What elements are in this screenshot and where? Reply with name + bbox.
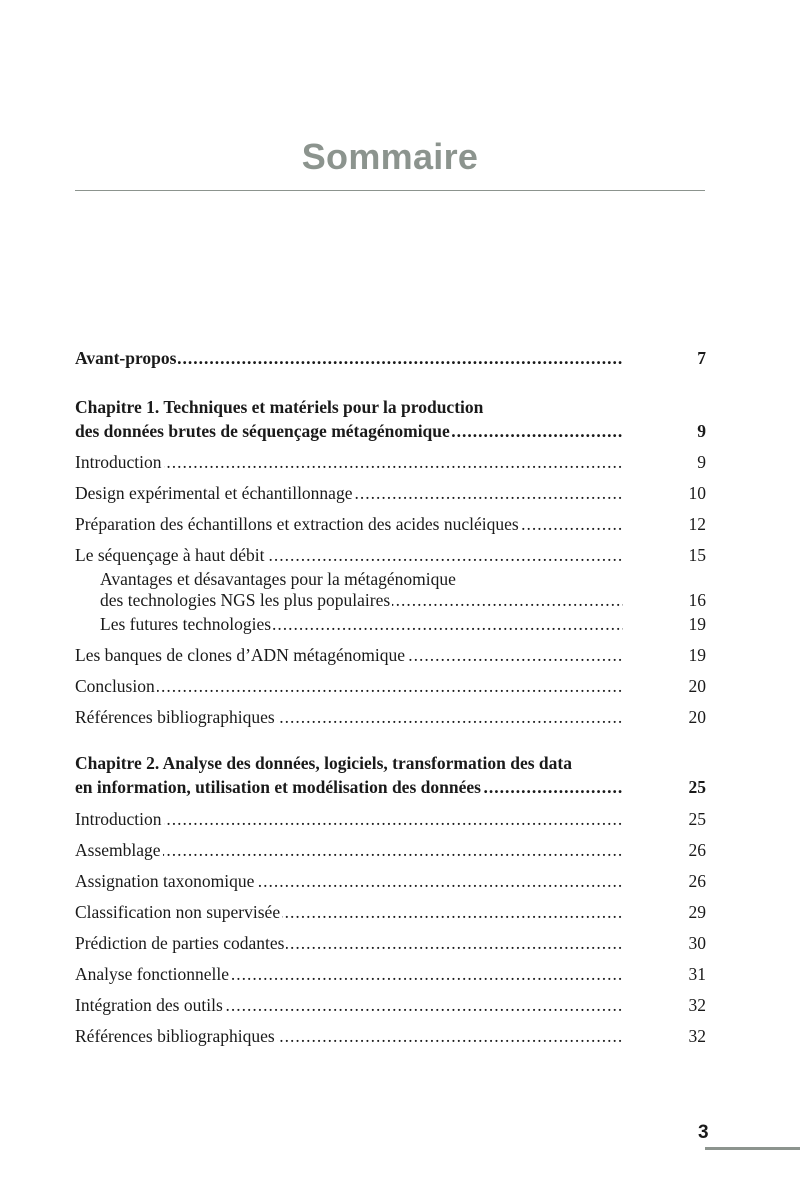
toc-entry-label: Références bibliographiques (75, 707, 275, 727)
toc-entry-label: Design expérimental et échantillonnage (75, 483, 353, 503)
toc-entry-label: Prédiction de parties codantes (75, 933, 285, 953)
toc-entry-page: 15 (688, 545, 706, 565)
toc-entry-page: 12 (688, 514, 706, 534)
toc-entry-label: Analyse fonctionnelle (75, 964, 230, 984)
toc-entry[interactable] (75, 643, 706, 667)
toc-entry[interactable] (75, 962, 706, 986)
toc-chapter-1-line1: Chapitre 1. Techniques et matériels pour la production (75, 397, 484, 417)
toc-chapter-2-heading[interactable] (75, 751, 706, 775)
toc-entry-page: 10 (688, 483, 706, 503)
toc-entry-label: Classification non supervisée (75, 902, 281, 922)
toc-entry-avant-propos[interactable] (75, 346, 706, 370)
page-number: 3 (698, 1122, 709, 1143)
toc-chapter-1-heading[interactable] (75, 395, 706, 419)
toc-entry-label: Avantages et désavantages pour la métagénomique (100, 569, 456, 589)
toc-chapter-2-line2: en information, utilisation et modélisation des données (75, 777, 481, 797)
toc-entry-label: Les banques de clones d’ADN métagénomique (75, 645, 405, 665)
toc-entry-page: 19 (688, 645, 706, 665)
toc-entry-label: Assemblage (75, 840, 161, 860)
page-title: Sommaire (301, 136, 479, 177)
toc-chapter-1-line2: des données brutes de séquençage métagénomique (75, 421, 450, 441)
toc-entry-label: Les futures technologies (100, 614, 272, 634)
toc-entry-label: Préparation des échantillons et extraction des acides nucléiques (75, 514, 519, 534)
toc-entry-page: 32 (688, 995, 706, 1015)
toc-entry-label: Avant-propos (75, 348, 177, 368)
toc-entry-page: 16 (688, 590, 706, 610)
toc-entry[interactable] (75, 807, 706, 831)
toc-entry[interactable] (75, 900, 706, 924)
footer-divider (705, 1147, 800, 1150)
toc-entry-page: 29 (688, 902, 706, 922)
toc-entry[interactable] (75, 869, 706, 893)
toc-entry-page: 7 (697, 348, 706, 368)
toc-entry-page: 26 (688, 871, 706, 891)
toc-entry-label: Références bibliographiques (75, 1026, 275, 1046)
toc-entry-page: 20 (688, 676, 706, 696)
toc-entry-page: 30 (688, 933, 706, 953)
toc-chapter-2-page: 25 (688, 777, 706, 797)
toc-entry[interactable] (75, 705, 706, 729)
toc-entry-label: Intégration des outils (75, 995, 223, 1015)
toc-entry-label: Conclusion (75, 676, 155, 696)
toc-entry[interactable] (75, 674, 706, 698)
toc-entry[interactable] (75, 481, 706, 505)
toc-entry-label: Introduction (75, 809, 162, 829)
toc-entry-page: 32 (688, 1026, 706, 1046)
toc-entry[interactable] (75, 543, 706, 567)
toc-entry-page: 9 (697, 452, 706, 472)
toc-entry[interactable] (75, 512, 706, 536)
toc-subentry[interactable] (75, 588, 706, 612)
toc-entry[interactable] (75, 838, 706, 862)
toc-entry-label: des technologies NGS les plus populaires (100, 590, 391, 610)
toc-entry-page: 20 (688, 707, 706, 727)
toc-entry[interactable] (75, 931, 706, 955)
toc-entry-page: 19 (688, 614, 706, 634)
toc-entry-label: Introduction (75, 452, 162, 472)
toc-chapter-2-line1: Chapitre 2. Analyse des données, logiciels, transformation des data (75, 753, 572, 773)
toc-entry-page: 26 (688, 840, 706, 860)
toc-entry-page: 25 (688, 809, 706, 829)
toc-subentry[interactable] (75, 612, 706, 636)
toc-entry[interactable] (75, 450, 706, 474)
toc-chapter-1-page: 9 (697, 421, 706, 441)
toc-entry-label: Assignation taxonomique (75, 871, 255, 891)
toc-chapter-1-heading-line2[interactable] (75, 419, 706, 443)
toc-entry[interactable] (75, 993, 706, 1017)
toc-chapter-2-heading-line2[interactable] (75, 775, 706, 799)
toc-entry-label: Le séquençage à haut débit (75, 545, 265, 565)
toc-entry-page: 31 (688, 964, 706, 984)
toc-entry[interactable] (75, 1024, 706, 1048)
